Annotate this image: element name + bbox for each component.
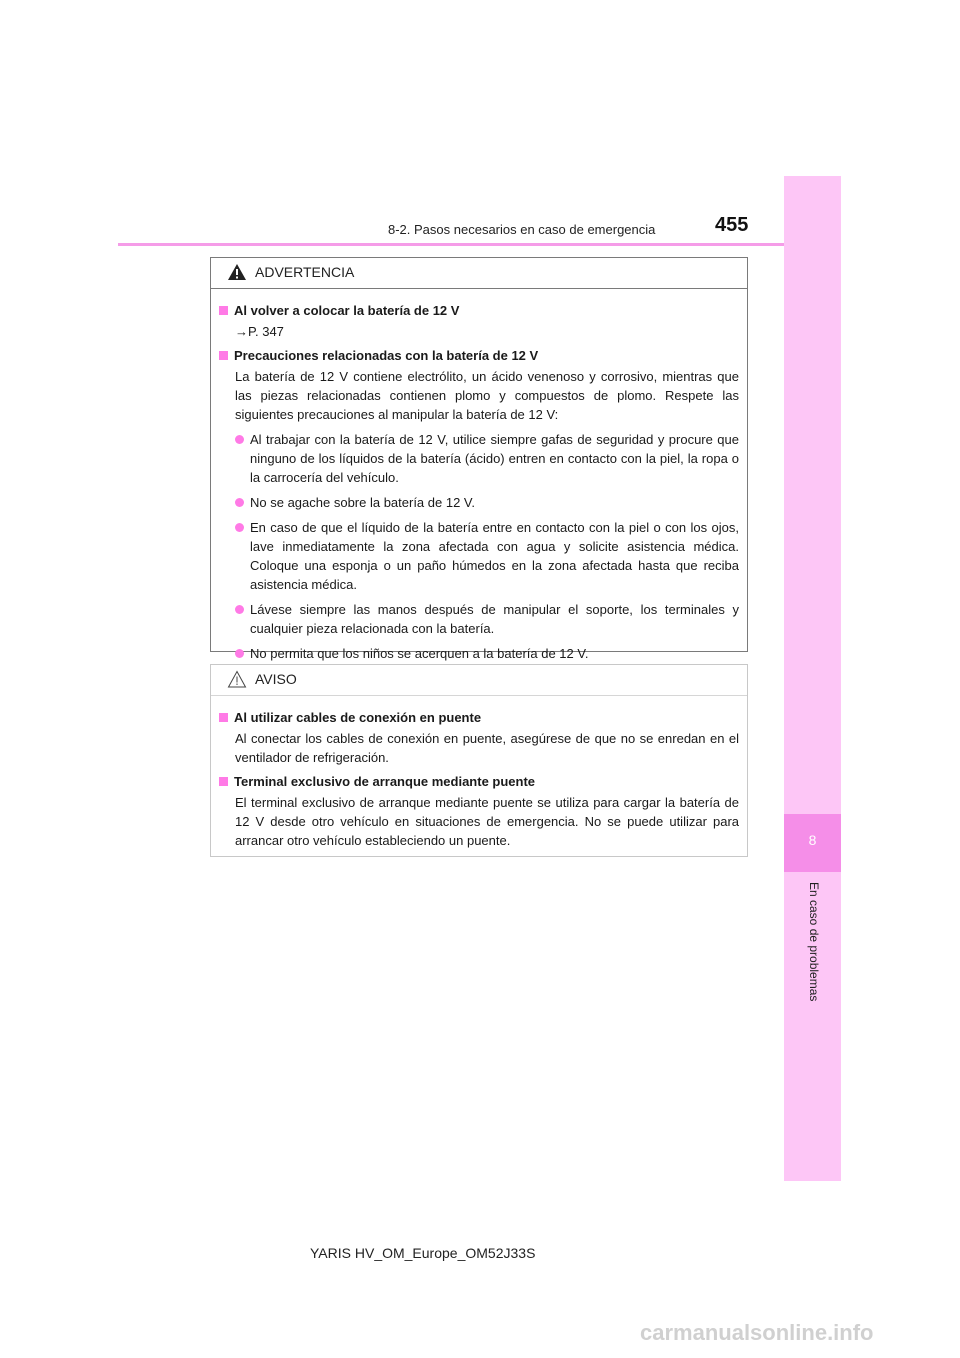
circle-bullet-icon — [235, 649, 244, 658]
notice-heading-1 — [219, 708, 739, 727]
header-rule — [118, 243, 840, 246]
chapter-title: En caso de problemas — [807, 882, 821, 1002]
square-bullet-icon — [219, 306, 228, 315]
page-number: 455 — [715, 214, 749, 236]
list-item — [219, 430, 739, 487]
square-bullet-icon — [219, 777, 228, 786]
warning-header — [211, 258, 747, 289]
list-item — [219, 600, 739, 638]
side-tab — [784, 176, 841, 1181]
chapter-number: 8 — [808, 832, 817, 848]
list-item — [219, 518, 739, 594]
watermark: carmanualsonline.info — [640, 1320, 874, 1345]
notice-paragraph-2: El terminal exclusivo de arranque mediante puente se utiliza para cargar la batería de 12 V desde otro vehículo en situaciones de emergencia. No se puede utilizar para arrancar otro vehículo estableciendo un puente. — [235, 795, 739, 848]
page-reference: →P. 347 — [235, 324, 284, 339]
notice-heading-2 — [219, 772, 739, 791]
warning-heading-1 — [219, 301, 739, 320]
warning-body — [211, 289, 747, 677]
warning-heading-2-text: Precauciones relacionadas con la batería de 12 V — [234, 348, 539, 363]
notice-title: AVISO — [255, 671, 297, 687]
circle-bullet-icon — [235, 435, 244, 444]
warning-intro: La batería de 12 V contiene electrólito, un ácido venenoso y corrosivo, mientras que las piezas relacionadas contienen plomo y compuestos de plomo. Respete las siguientes precauciones al manipular la batería de 12 V: — [235, 369, 739, 422]
circle-bullet-icon — [235, 523, 244, 532]
warning-heading-1-text: Al volver a colocar la batería de 12 V — [234, 303, 460, 318]
warning-box — [210, 257, 748, 661]
section-title: 8-2. Pasos necesarios en caso de emergencia — [388, 222, 656, 237]
caution-triangle-icon — [227, 670, 247, 688]
notice-paragraph-1: Al conectar los cables de conexión en puente, asegúrese de que no se enredan en el ventilador de refrigeración. — [235, 731, 739, 765]
circle-bullet-icon — [235, 605, 244, 614]
square-bullet-icon — [219, 713, 228, 722]
list-item-text: En caso de que el líquido de la batería entre en contacto con la piel o con los ojos, lave inmediatamente la zona afectada con agua y solicite asistencia médica. Coloque una esponja o un paño húmedos en la zona afectada hasta que reciba asistencia médica. — [250, 520, 739, 592]
warning-triangle-icon — [227, 263, 247, 281]
list-item-text: No se agache sobre la batería de 12 V. — [250, 495, 476, 510]
list-item-text: Lávese siempre las manos después de manipular el soporte, los terminales y cualquier pieza relacionada con la batería. — [250, 602, 739, 636]
list-item-text: No permita que los niños se acerquen a la batería de 12 V. — [250, 646, 589, 661]
square-bullet-icon — [219, 351, 228, 360]
footer-code: YARIS HV_OM_Europe_OM52J33S — [310, 1245, 536, 1261]
warning-heading-2 — [219, 346, 739, 365]
notice-heading-2-text: Terminal exclusivo de arranque mediante puente — [234, 774, 536, 789]
circle-bullet-icon — [235, 498, 244, 507]
notice-heading-1-text: Al utilizar cables de conexión en puente — [234, 710, 482, 725]
list-item — [219, 493, 739, 512]
list-item-text: Al trabajar con la batería de 12 V, utilice siempre gafas de seguridad y procure que ninguno de los líquidos de la batería (ácido) entren en contacto con la piel, la ropa o la carrocería del vehículo. — [250, 432, 739, 485]
notice-box — [210, 664, 748, 857]
notice-header — [211, 665, 747, 696]
notice-body — [211, 696, 747, 864]
list-item — [219, 644, 739, 663]
warning-title: ADVERTENCIA — [255, 264, 355, 280]
